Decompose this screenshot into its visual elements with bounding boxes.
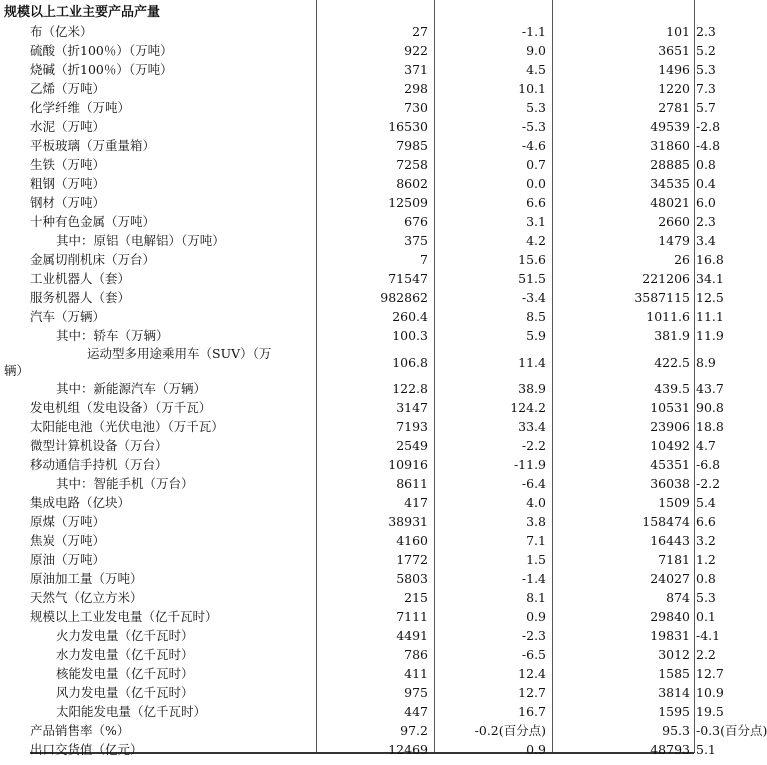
table-row: 移动通信手持机（万台） 10916 -11.9 45351 -6.8 xyxy=(30,457,721,472)
cumulative-output-cell: 1479 xyxy=(658,233,690,248)
row-label: 移动通信手持机（万台） xyxy=(30,457,168,472)
row-label: 平板玻璃（万重量箱） xyxy=(30,138,156,153)
current-growth-cell: -6.5 xyxy=(521,647,546,662)
table-row: 十种有色金属（万吨） 676 3.1 2660 2.3 xyxy=(30,214,716,229)
row-label: 工业机器人（套） xyxy=(30,271,131,286)
row-label: 其中：智能手机（万台） xyxy=(56,476,194,491)
table-row: 工业机器人（套） 71547 51.5 221206 34.1 xyxy=(30,271,724,286)
current-growth-cell: 1.5 xyxy=(526,552,546,567)
row-label xyxy=(4,345,317,379)
row-label-line-1: 运动型多用途乘用车（SUV）（万 xyxy=(87,346,272,361)
current-growth-cell: -2.3 xyxy=(521,628,546,643)
current-growth-cell: 124.2 xyxy=(510,400,546,415)
current-growth-cell: 5.9 xyxy=(526,328,546,343)
current-growth-cell: 5.3 xyxy=(526,100,546,115)
cumulative-output-cell: 24027 xyxy=(650,571,690,586)
row-label: 布（亿米） xyxy=(30,24,93,39)
table-row: 规模以上工业发电量（亿千瓦时） 7111 0.9 29840 0.1 xyxy=(30,609,716,624)
current-growth-cell: 33.4 xyxy=(518,419,546,434)
row-label: 汽车（万辆） xyxy=(30,309,106,324)
table-row: 钢材（万吨） 12509 6.6 48021 6.0 xyxy=(30,195,716,210)
cumulative-output-cell: 28885 xyxy=(650,157,690,172)
table-row: 核能发电量（亿千瓦时） 411 12.4 1585 12.7 xyxy=(30,664,696,683)
table-row: 原油加工量（万吨） 5803 -1.4 24027 0.8 xyxy=(30,571,716,586)
current-growth-cell: 0.7 xyxy=(526,157,546,172)
row-label: 太阳能电池（光伏电池）（万千瓦） xyxy=(30,419,224,434)
table-row: 天然气（亿立方米） 215 8.1 874 5.3 xyxy=(30,590,716,605)
current-growth-cell: 9.0 xyxy=(526,43,546,58)
current-output-cell: 447 xyxy=(404,704,428,719)
row-label: 水泥（万吨） xyxy=(30,119,106,134)
current-growth-cell: 8.1 xyxy=(526,590,546,605)
current-output-cell: 71547 xyxy=(388,271,428,286)
row-label: 天然气（亿立方米） xyxy=(30,590,143,605)
table-row: 焦炭（万吨） 4160 7.1 16443 3.2 xyxy=(30,533,716,548)
row-label: 规模以上工业发电量（亿千瓦时） xyxy=(30,609,218,624)
current-output-cell: 1772 xyxy=(396,552,428,567)
row-label: 集成电路（亿块） xyxy=(30,495,131,510)
current-growth-cell: -3.4 xyxy=(521,290,546,305)
table-row: 出口交货值（亿元） 12469 0.9 48793 5.1 xyxy=(30,742,716,757)
current-output-cell: 975 xyxy=(404,685,428,700)
row-label: 火力发电量（亿千瓦时） xyxy=(56,628,194,643)
current-output-cell: 5803 xyxy=(396,571,428,586)
current-growth-cell: 3.1 xyxy=(526,214,546,229)
row-label: 产品销售率（%） xyxy=(30,723,130,738)
table-row: 原煤（万吨） 38931 3.8 158474 6.6 xyxy=(30,514,716,529)
current-output-cell: 2549 xyxy=(396,438,428,453)
current-growth-cell: 0.9 xyxy=(526,609,546,624)
current-growth-cell: 7.1 xyxy=(526,533,546,548)
current-growth-cell: 16.7 xyxy=(518,704,546,719)
cumulative-output-cell: 1496 xyxy=(658,62,690,77)
table-row: 硫酸（折100％）（万吨） 922 9.0 3651 5.2 xyxy=(30,43,716,58)
current-output-cell: 106.8 xyxy=(392,354,428,370)
row-label: 服务机器人（套） xyxy=(30,290,131,305)
table-row: 产品销售率（%） 97.2 -0.2(百分点) 95.3 -0.3(百分点) xyxy=(30,723,767,738)
cumulative-output-cell: 16443 xyxy=(650,533,690,548)
current-growth-cell: -11.9 xyxy=(513,457,546,472)
cumulative-output-cell: 2781 xyxy=(658,100,690,115)
current-output-cell: 16530 xyxy=(388,119,428,134)
current-output-cell: 7 xyxy=(420,252,428,267)
table-row: 原油（万吨） 1772 1.5 7181 1.2 xyxy=(30,552,716,567)
cumulative-output-cell: 381.9 xyxy=(654,328,690,343)
cumulative-output-cell: 3814 xyxy=(658,685,690,700)
row-label: 烧碱（折100％）（万吨） xyxy=(30,62,173,77)
table-row: 水力发电量（亿千瓦时） 786 -6.5 3012 2.2 xyxy=(30,645,696,664)
table-row: 其中：轿车（万辆） 100.3 5.9 381.9 11.9 xyxy=(30,326,696,345)
table-row: 汽车（万辆） 260.4 8.5 1011.6 11.1 xyxy=(30,309,724,324)
row-label: 水力发电量（亿千瓦时） xyxy=(56,647,194,662)
current-output-cell: 730 xyxy=(404,100,428,115)
cumulative-output-cell: 1220 xyxy=(658,81,690,96)
current-growth-cell: -0.2(百分点) xyxy=(474,723,546,738)
row-label: 微型计算机设备（万台） xyxy=(30,438,168,453)
current-growth-cell: -4.6 xyxy=(521,138,546,153)
current-output-cell: 12469 xyxy=(388,742,428,757)
cumulative-output-cell: 36038 xyxy=(650,476,690,491)
production-table xyxy=(4,2,767,759)
row-label: 十种有色金属（万吨） xyxy=(30,214,156,229)
table-row: 生铁（万吨） 7258 0.7 28885 0.8 xyxy=(30,157,716,172)
table-row: 其中：原铝（电解铝）（万吨） 375 4.2 1479 3.4 xyxy=(30,231,696,250)
row-label: 太阳能发电量（亿千瓦时） xyxy=(56,704,207,719)
row-label: 其中：轿车（万辆） xyxy=(56,328,169,343)
cumulative-output-cell: 158474 xyxy=(642,514,690,529)
cumulative-output-cell: 1585 xyxy=(658,666,690,681)
current-output-cell: 982862 xyxy=(380,290,428,305)
row-label: 硫酸（折100％）（万吨） xyxy=(30,43,173,58)
current-output-cell: 375 xyxy=(404,233,428,248)
row-label: 原油（万吨） xyxy=(30,552,106,567)
current-growth-cell: -5.3 xyxy=(521,119,546,134)
cumulative-output-cell: 422.5 xyxy=(654,354,690,370)
table-row: 平板玻璃（万重量箱） 7985 -4.6 31860 -4.8 xyxy=(30,138,721,153)
current-growth-cell: -1.4 xyxy=(521,571,546,586)
current-output-cell: 7111 xyxy=(396,609,428,624)
row-label: 核能发电量（亿千瓦时） xyxy=(56,666,194,681)
cumulative-output-cell: 95.3 xyxy=(662,723,690,738)
cumulative-output-cell: 1595 xyxy=(658,704,690,719)
cumulative-output-cell: 48793 xyxy=(650,742,690,757)
current-output-cell: 260.4 xyxy=(392,309,428,324)
current-output-cell: 371 xyxy=(404,62,428,77)
row-label: 发电机组（发电设备）（万千瓦） xyxy=(30,400,212,415)
table-row: 太阳能发电量（亿千瓦时） 447 16.7 1595 19.5 xyxy=(30,702,696,721)
cumulative-output-cell: 3587115 xyxy=(634,290,690,305)
current-growth-cell: 8.5 xyxy=(526,309,546,324)
current-output-cell: 7258 xyxy=(396,157,428,172)
table-title: 规模以上工业主要产品产量 xyxy=(4,4,161,20)
current-growth-cell: 10.1 xyxy=(518,81,546,96)
current-output-cell: 122.8 xyxy=(392,381,428,396)
table-row: 乙烯（万吨） 298 10.1 1220 7.3 xyxy=(30,81,716,96)
current-growth-cell: -6.4 xyxy=(521,476,546,491)
cumulative-output-cell: 874 xyxy=(666,590,690,605)
row-label: 原油加工量（万吨） xyxy=(30,571,143,586)
cumulative-output-cell: 29840 xyxy=(650,609,690,624)
current-growth-cell: 4.5 xyxy=(526,62,546,77)
cumulative-output-cell: 7181 xyxy=(658,552,690,567)
current-output-cell: 298 xyxy=(404,81,428,96)
current-output-cell: 100.3 xyxy=(392,328,428,343)
cumulative-output-cell: 3651 xyxy=(658,43,690,58)
table-row: 集成电路（亿块） 417 4.0 1509 5.4 xyxy=(30,495,716,510)
current-output-cell: 4491 xyxy=(396,628,428,643)
current-output-cell: 3147 xyxy=(396,400,428,415)
current-growth-cell: 12.4 xyxy=(518,666,546,681)
current-growth-cell: 38.9 xyxy=(518,381,546,396)
cumulative-output-cell: 3012 xyxy=(658,647,690,662)
current-output-cell: 8602 xyxy=(396,176,428,191)
table-row: 发电机组（发电设备）（万千瓦） 3147 124.2 10531 90.8 xyxy=(30,400,724,415)
cumulative-output-cell: 101 xyxy=(666,24,690,39)
current-output-cell: 676 xyxy=(404,214,428,229)
current-growth-cell: 3.8 xyxy=(526,514,546,529)
table-row: 布（亿米） 27 -1.1 101 2.3 xyxy=(30,24,716,39)
current-growth-cell: 4.2 xyxy=(526,233,546,248)
cumulative-output-cell: 19831 xyxy=(650,628,690,643)
table-row: 运动型多用途乘用车（SUV）（万 辆） 106.8 11.4 422.5 8.9 xyxy=(4,346,716,378)
cumulative-output-cell: 31860 xyxy=(650,138,690,153)
row-label: 焦炭（万吨） xyxy=(30,533,106,548)
table-row: 微型计算机设备（万台） 2549 -2.2 10492 4.7 xyxy=(30,438,716,453)
cumulative-output-cell: 45351 xyxy=(650,457,690,472)
current-output-cell: 922 xyxy=(404,43,428,58)
cumulative-output-cell: 221206 xyxy=(642,271,690,286)
current-growth-cell: 11.4 xyxy=(518,354,546,370)
current-growth-cell: 51.5 xyxy=(518,271,546,286)
row-label: 原煤（万吨） xyxy=(30,514,106,529)
cumulative-output-cell: 2660 xyxy=(658,214,690,229)
table-row: 水泥（万吨） 16530 -5.3 49539 -2.8 xyxy=(30,119,721,134)
current-growth-cell: -1.1 xyxy=(521,24,546,39)
cumulative-output-cell: 26 xyxy=(674,252,690,267)
table-title-row xyxy=(30,2,696,22)
cumulative-output-cell: 49539 xyxy=(650,119,690,134)
row-label: 生铁（万吨） xyxy=(30,157,106,172)
current-growth-cell: -2.2 xyxy=(521,438,546,453)
current-output-cell: 4160 xyxy=(396,533,428,548)
table-row: 粗钢（万吨） 8602 0.0 34535 0.4 xyxy=(30,176,716,191)
current-output-cell: 97.2 xyxy=(400,723,428,738)
row-label-line-2: 辆） xyxy=(4,363,30,378)
current-growth-cell: 6.6 xyxy=(526,195,546,210)
current-growth-cell: 12.7 xyxy=(518,685,546,700)
row-label: 其中：原铝（电解铝）（万吨） xyxy=(56,233,225,248)
current-output-cell: 38931 xyxy=(388,514,428,529)
cumulative-output-cell: 1011.6 xyxy=(646,309,690,324)
current-growth-cell: 4.0 xyxy=(526,495,546,510)
current-growth-cell: 0.9 xyxy=(526,742,546,757)
current-output-cell: 7985 xyxy=(396,138,428,153)
cumulative-output-cell: 48021 xyxy=(650,195,690,210)
current-growth-cell: 0.0 xyxy=(526,176,546,191)
row-label: 乙烯（万吨） xyxy=(30,81,106,96)
current-output-cell: 215 xyxy=(404,590,428,605)
row-label: 钢材（万吨） xyxy=(30,195,106,210)
table-row: 烧碱（折100％）（万吨） 371 4.5 1496 5.3 xyxy=(30,62,716,77)
table-row: 服务机器人（套） 982862 -3.4 3587115 12.5 xyxy=(30,290,724,305)
cumulative-output-cell: 34535 xyxy=(650,176,690,191)
row-label: 金属切削机床（万台） xyxy=(30,252,156,267)
current-output-cell: 7193 xyxy=(396,419,428,434)
current-output-cell: 8611 xyxy=(396,476,428,491)
table-row: 化学纤维（万吨） 730 5.3 2781 5.7 xyxy=(30,100,716,115)
table-row: 太阳能电池（光伏电池）（万千瓦） 7193 33.4 23906 18.8 xyxy=(30,419,724,434)
cumulative-output-cell: 23906 xyxy=(650,419,690,434)
current-output-cell: 12509 xyxy=(388,195,428,210)
current-output-cell: 27 xyxy=(412,24,428,39)
cumulative-output-cell: 10531 xyxy=(650,400,690,415)
table-row: 火力发电量（亿千瓦时） 4491 -2.3 19831 -4.1 xyxy=(30,626,696,645)
current-output-cell: 411 xyxy=(404,666,428,681)
current-growth-cell: 15.6 xyxy=(518,252,546,267)
cumulative-output-cell: 439.5 xyxy=(654,381,690,396)
row-label: 粗钢（万吨） xyxy=(30,176,106,191)
table-row: 风力发电量（亿千瓦时） 975 12.7 3814 10.9 xyxy=(30,683,696,702)
current-output-cell: 10916 xyxy=(388,457,428,472)
current-output-cell: 417 xyxy=(404,495,428,510)
table-row: 金属切削机床（万台） 7 15.6 26 16.8 xyxy=(30,252,724,267)
cumulative-output-cell: 1509 xyxy=(658,495,690,510)
table-row: 其中：新能源汽车（万辆） 122.8 38.9 439.5 43.7 xyxy=(30,379,696,398)
current-output-cell: 786 xyxy=(404,647,428,662)
row-label: 其中：新能源汽车（万辆） xyxy=(56,381,207,396)
cumulative-output-cell: 10492 xyxy=(650,438,690,453)
row-label: 风力发电量（亿千瓦时） xyxy=(56,685,194,700)
row-label: 出口交货值（亿元） xyxy=(30,742,143,757)
row-label: 化学纤维（万吨） xyxy=(30,100,131,115)
table-row: 其中：智能手机（万台） 8611 -6.4 36038 -2.2 xyxy=(30,474,696,493)
